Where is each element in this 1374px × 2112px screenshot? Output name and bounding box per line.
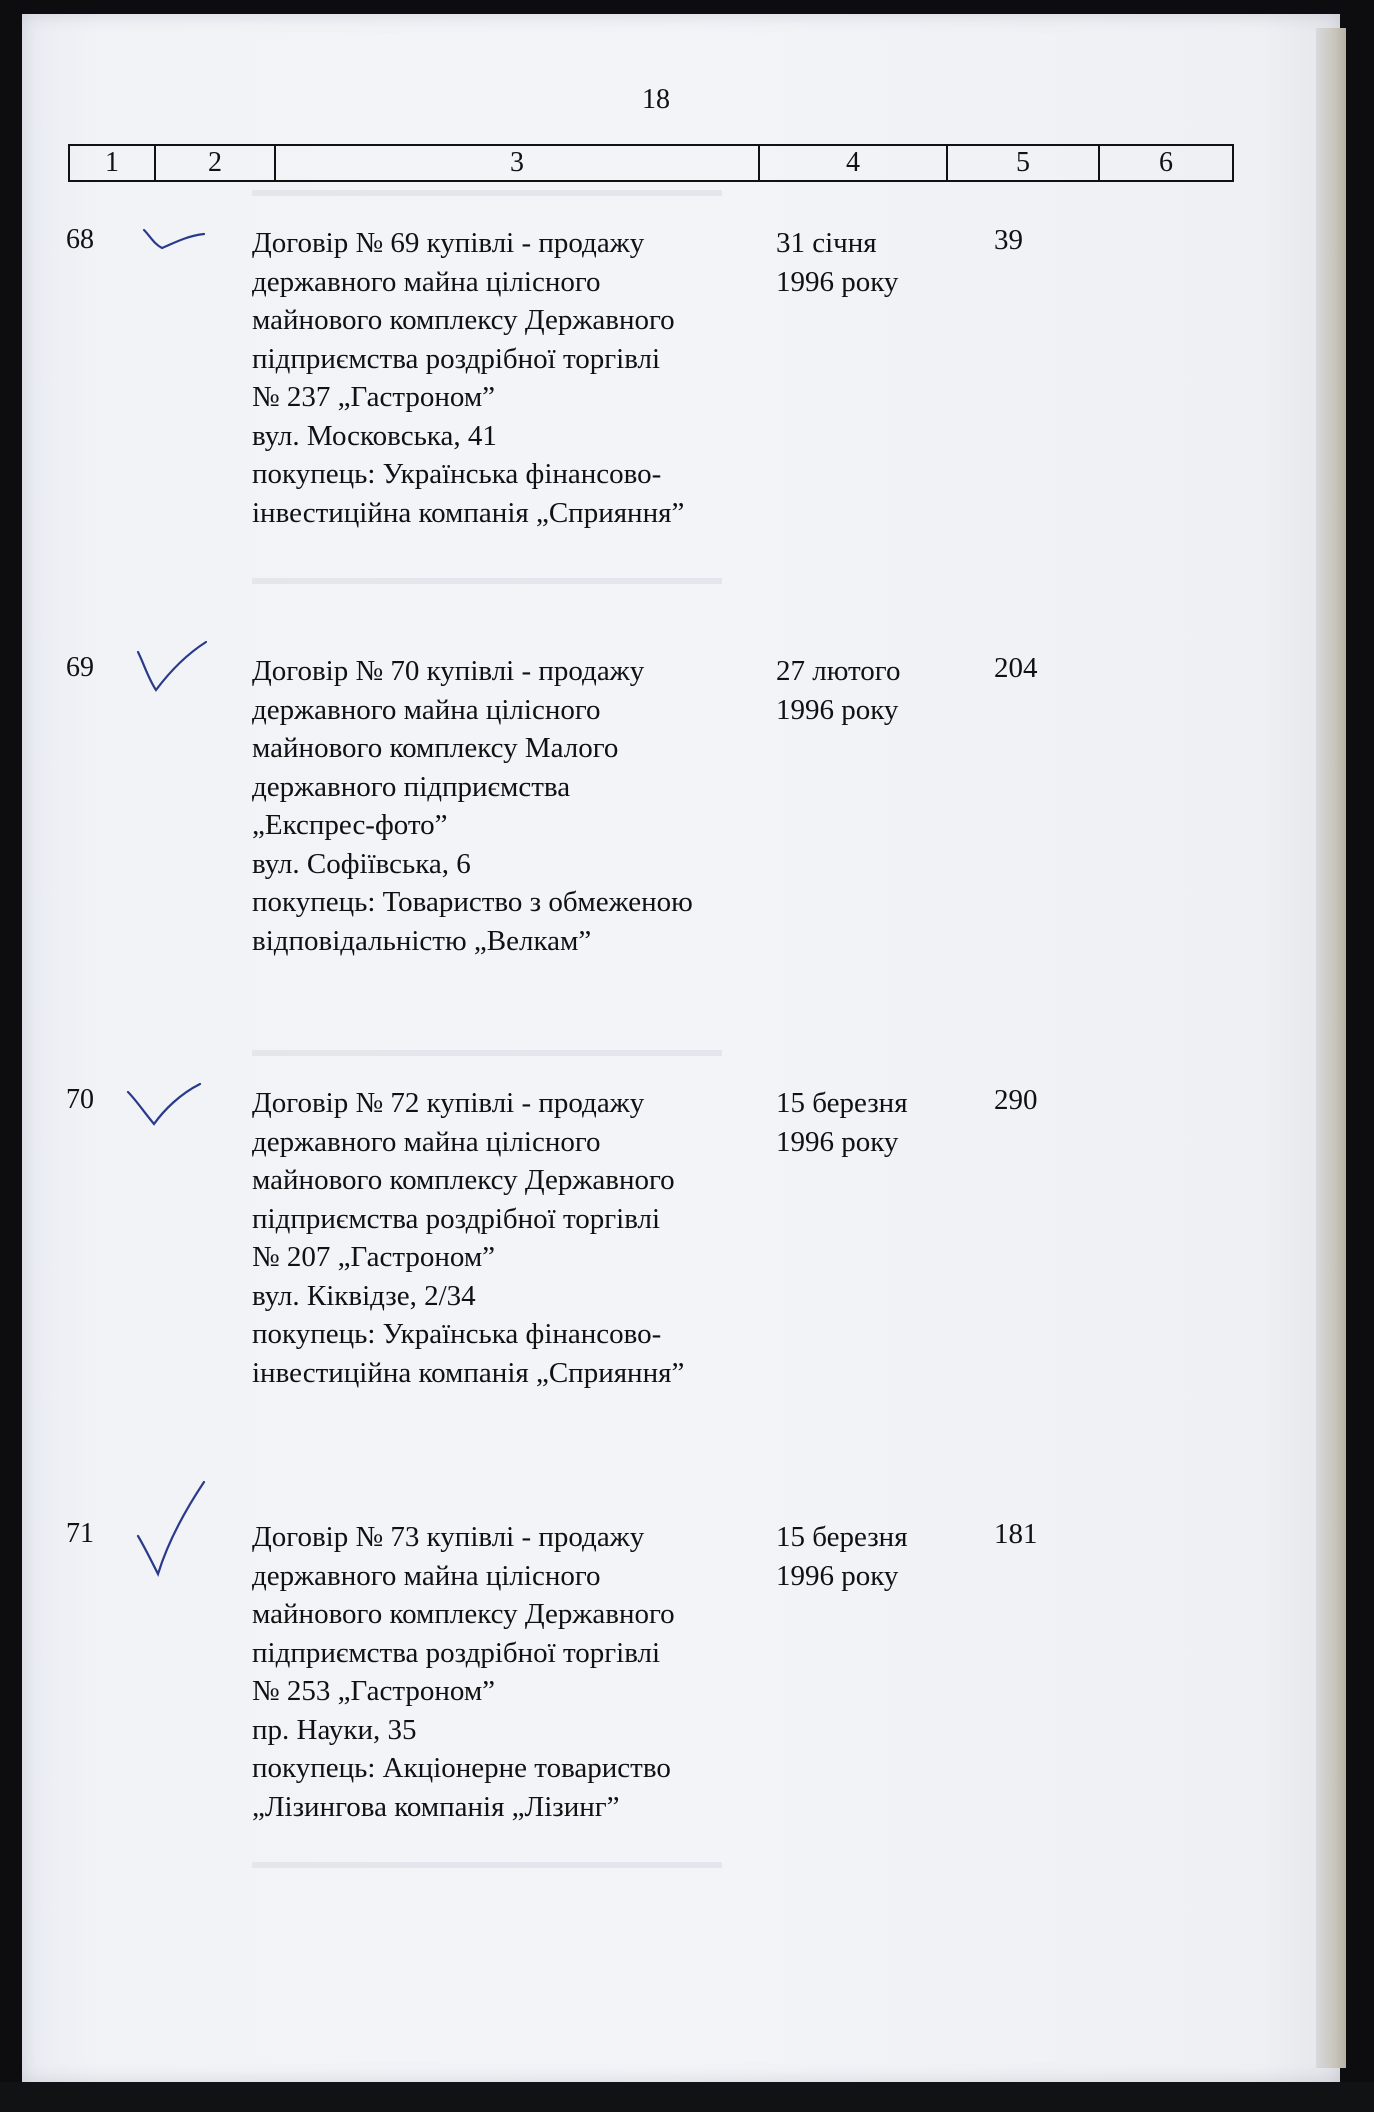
header-col-1: 1: [70, 146, 156, 180]
description-line: державного майна цілісного: [252, 693, 601, 726]
description-line: Договір № 72 купівлі - продажу: [252, 1087, 645, 1119]
page-count: 290: [994, 1084, 1038, 1116]
description-line: державного підприємства: [252, 770, 571, 803]
header-col-2: 2: [156, 146, 276, 180]
description-line: майнового комплексу Малого: [252, 732, 619, 764]
checkmark-icon: [132, 638, 212, 698]
row-number: 71: [66, 1518, 94, 1549]
description-line: Договір № 73 купівлі - продажу: [252, 1521, 645, 1553]
contract-date: [776, 1084, 908, 1161]
date-line: 1996 року: [776, 693, 899, 726]
date-line: 15 березня: [776, 1521, 908, 1553]
date-line: 1996 року: [776, 1559, 899, 1592]
description-line: вул. Кіквідзе, 2/34: [252, 1279, 476, 1312]
description-line: покупець: Акціонерне товариство: [252, 1752, 671, 1784]
contract-date: [776, 224, 898, 301]
description-line: вул. Московська, 41: [252, 419, 497, 452]
page-number: 18: [642, 84, 670, 115]
contract-date: [776, 652, 900, 729]
table-header-row: [68, 144, 1234, 182]
contract-description: [252, 1084, 792, 1392]
scanner-bottom-band: [0, 2082, 1374, 2112]
contract-description: [252, 224, 792, 532]
description-line: „Експрес-фото”: [252, 809, 448, 841]
description-line: Договір № 69 купівлі - продажу: [252, 227, 645, 259]
header-col-3: 3: [276, 146, 760, 180]
description-line: пр. Науки, 35: [252, 1713, 417, 1746]
description-line: вул. Софіївська, 6: [252, 847, 471, 880]
description-line: майнового комплексу Державного: [252, 1598, 675, 1630]
row-number: 70: [66, 1084, 94, 1115]
description-line: майнового комплексу Державного: [252, 1164, 675, 1196]
description-line: підприємства роздрібної торгівлі: [252, 1202, 661, 1235]
date-line: 1996 року: [776, 1125, 899, 1158]
checkmark-icon: [140, 224, 210, 258]
page-count: 39: [994, 224, 1023, 256]
description-line: № 253 „Гастроном”: [252, 1675, 496, 1707]
description-line: відповідальністю „Велкам”: [252, 924, 592, 957]
description-line: підприємства роздрібної торгівлі: [252, 342, 661, 375]
date-line: 27 лютого: [776, 655, 901, 687]
header-col-6: 6: [1159, 147, 1173, 178]
checkmark-icon: [132, 1478, 212, 1578]
bleed-through-mark: [252, 1050, 722, 1056]
row-number: 68: [66, 224, 94, 255]
contract-description: [252, 652, 792, 960]
bleed-through-mark: [252, 1862, 722, 1868]
contract-description: [252, 1518, 792, 1826]
description-line: інвестиційна компанія „Сприяння”: [252, 496, 685, 529]
contract-date: [776, 1518, 908, 1595]
description-line: № 207 „Гастроном”: [252, 1241, 496, 1273]
bleed-through-mark: [252, 578, 722, 584]
description-line: підприємства роздрібної торгівлі: [252, 1636, 661, 1669]
date-line: 15 березня: [776, 1087, 908, 1119]
description-line: державного майна цілісного: [252, 1559, 601, 1592]
description-line: Договір № 70 купівлі - продажу: [252, 655, 645, 687]
date-line: 31 січня: [776, 227, 877, 259]
page-edge: [1316, 28, 1346, 2068]
description-line: покупець: Товариство з обмеженою: [252, 886, 693, 918]
description-line: державного майна цілісного: [252, 265, 601, 298]
page-count: 181: [994, 1518, 1038, 1550]
description-line: державного майна цілісного: [252, 1125, 601, 1158]
bleed-through-mark: [252, 190, 722, 196]
checkmark-icon: [124, 1080, 204, 1130]
header-col-4: 4: [760, 146, 948, 180]
description-line: майнового комплексу Державного: [252, 304, 675, 336]
description-line: № 237 „Гастроном”: [252, 381, 496, 413]
description-line: покупець: Українська фінансово-: [252, 458, 662, 490]
description-line: „Лізингова компанія „Лізинг”: [252, 1790, 620, 1823]
date-line: 1996 року: [776, 265, 899, 298]
page-count: 204: [994, 652, 1038, 684]
row-number: 69: [66, 652, 94, 683]
description-line: інвестиційна компанія „Сприяння”: [252, 1356, 685, 1389]
description-line: покупець: Українська фінансово-: [252, 1318, 662, 1350]
header-col-5: 5: [948, 146, 1100, 180]
